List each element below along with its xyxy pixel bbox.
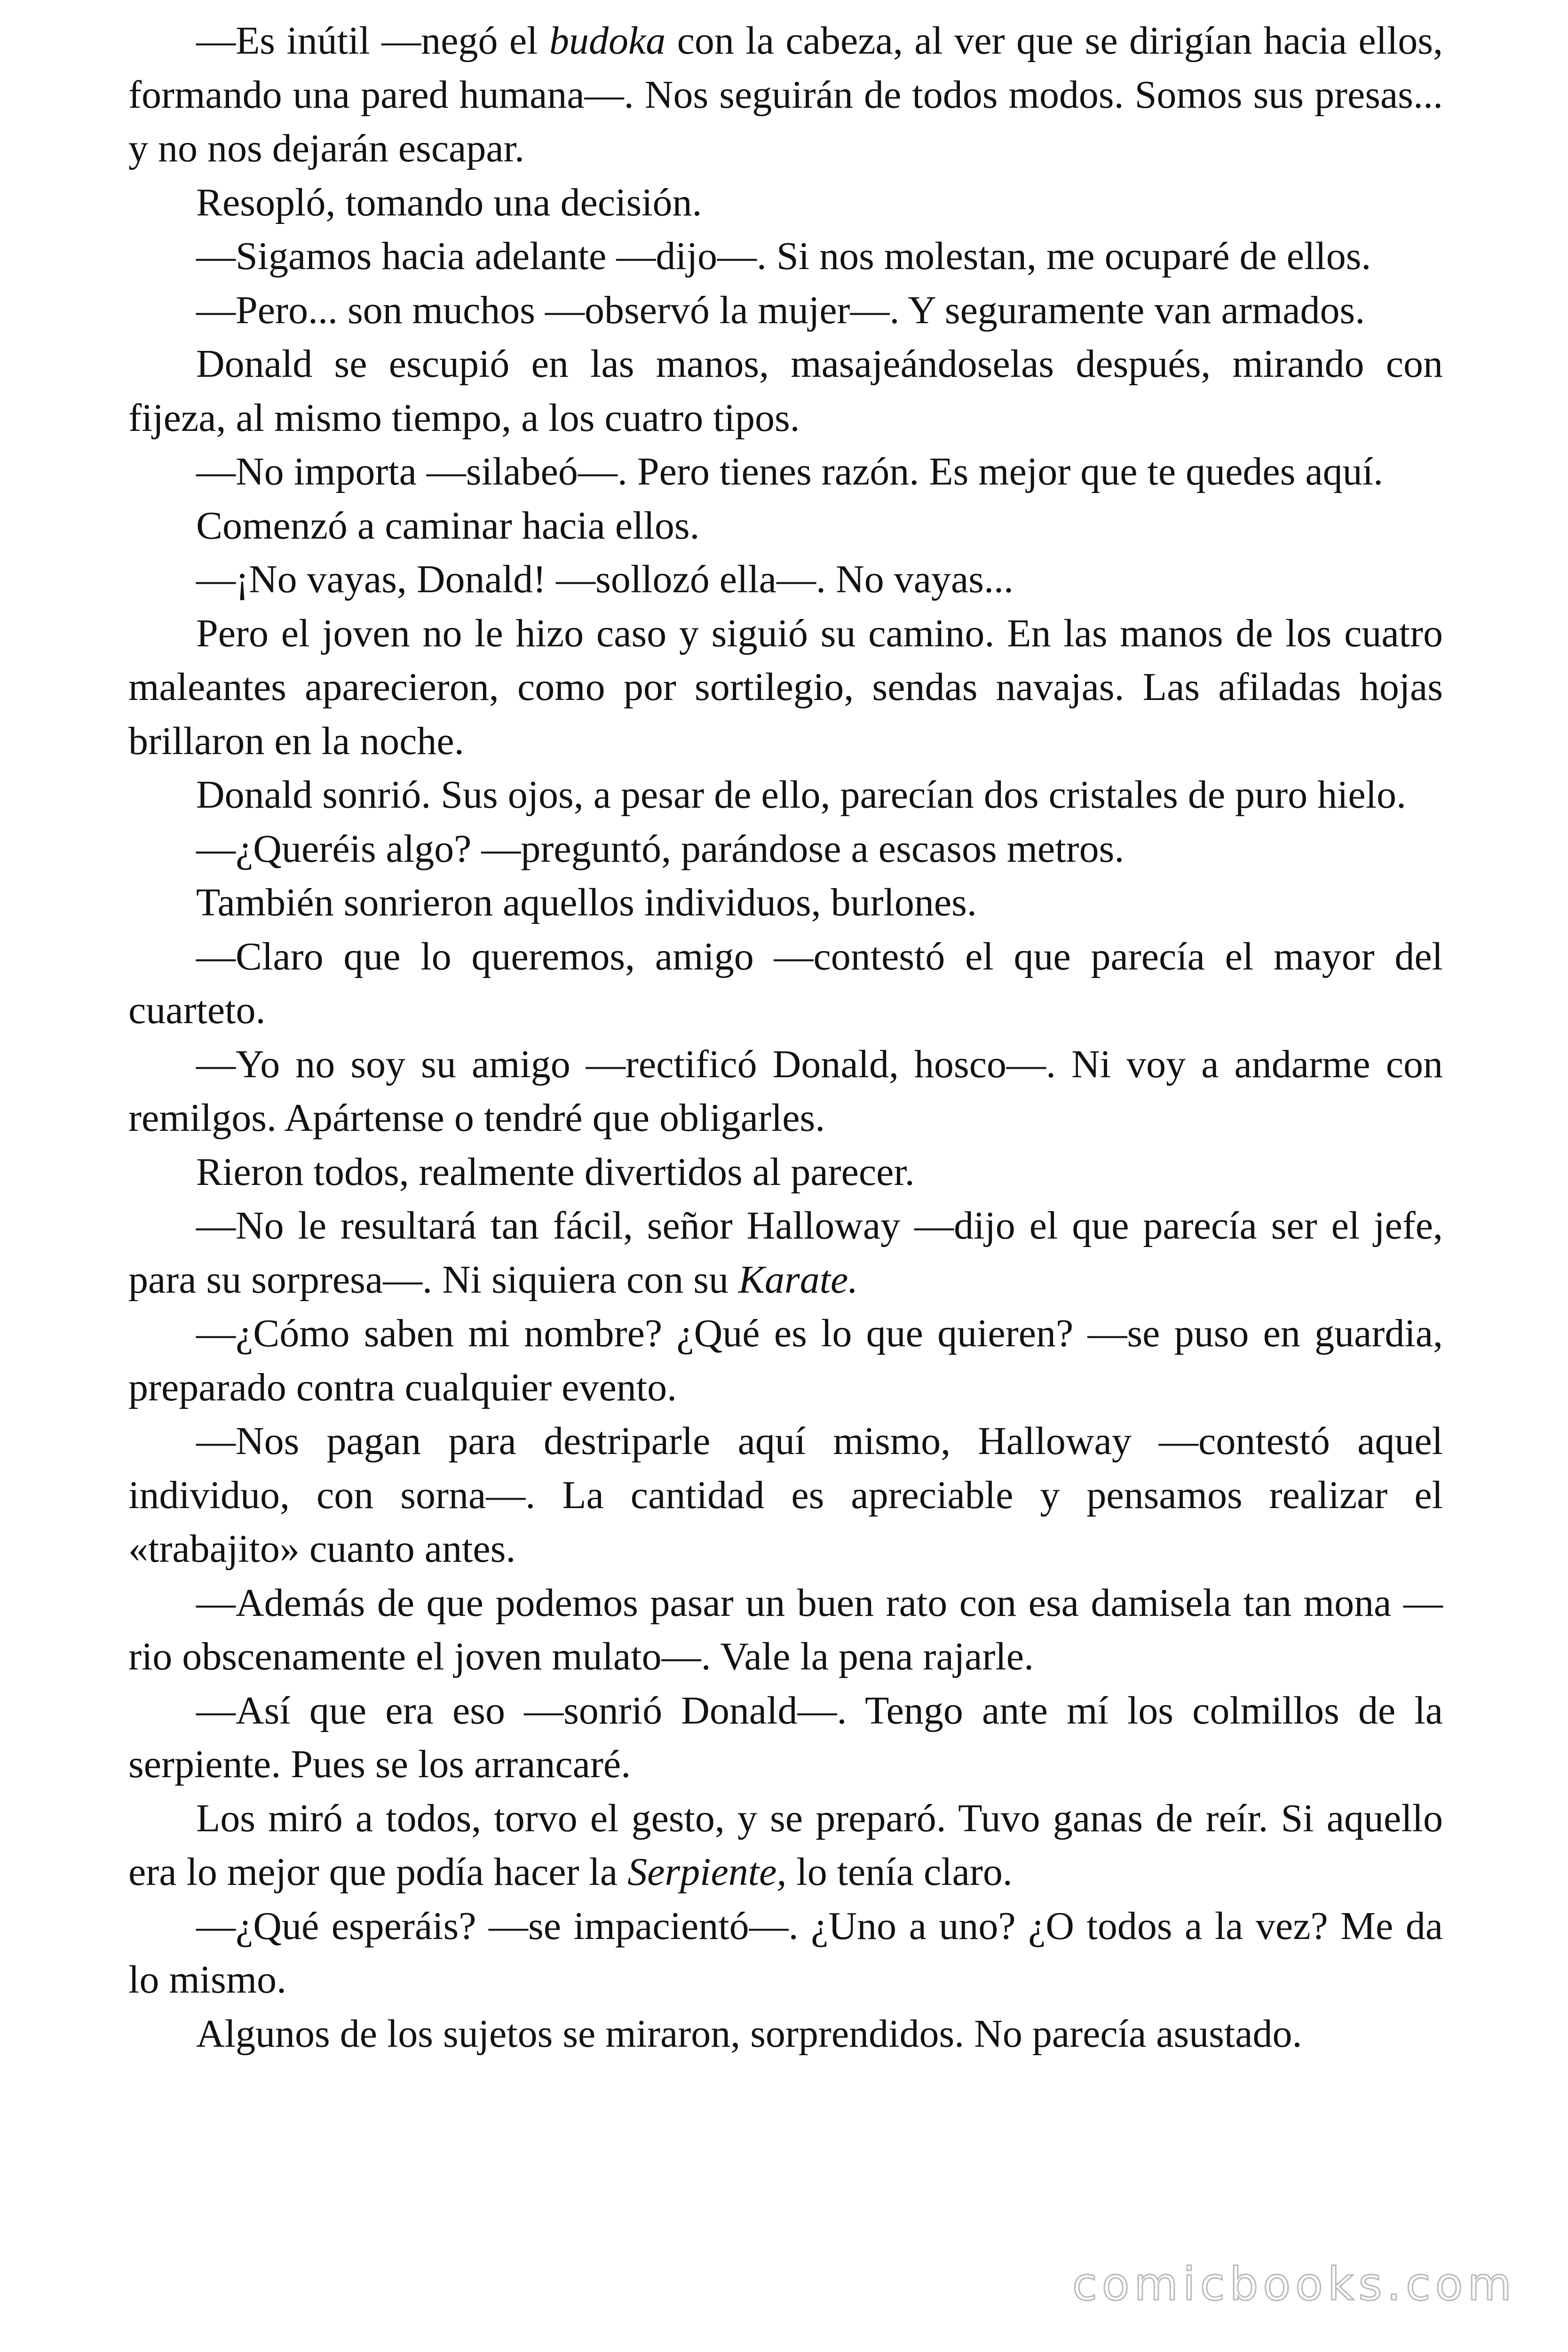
paragraph: [128, 1899, 1443, 2007]
text-run: —Es inútil —negó el: [196, 19, 549, 63]
page-body: [128, 14, 1443, 2061]
paragraph: [128, 445, 1443, 499]
paragraph: [128, 930, 1443, 1038]
text-run: —Yo no soy su amigo —rectificó Donald, hosco—. Ni voy a andarme con remilgos. Apártense o tendré que obligarles.: [128, 1042, 1443, 1140]
text-run: —Nos pagan para destriparle aquí mismo, Halloway —contestó aquel individuo, con sorna—. La cantidad es apreciable y pensamos realizar el «trabajito» cuanto antes.: [128, 1419, 1443, 1571]
text-run: También sonrieron aquellos individuos, burlones.: [196, 881, 977, 924]
text-run: —¿Queréis algo? —preguntó, parándose a escasos metros.: [196, 826, 1125, 871]
text-run: con la cabeza, al ver que se dirigían hacia ellos, formando una pared humana—. Nos seguirán de todos modos. Somos sus presas... y no nos dejarán escapar.: [128, 19, 1443, 170]
paragraph: [128, 1684, 1443, 1792]
paragraph: [128, 1145, 1443, 1200]
paragraph: [128, 284, 1443, 338]
paragraph: [128, 176, 1443, 230]
text-run: —No importa —silabeó—. Pero tienes razón. Es mejor que te quedes aquí.: [196, 450, 1384, 493]
text-run: Donald sonrió. Sus ojos, a pesar de ello, parecían dos cristales de puro hielo.: [196, 773, 1407, 817]
text-run: —Así que era eso —sonrió Donald—. Tengo ante mí los colmillos de la serpiente. Pues se los arrancaré.: [128, 1688, 1443, 1786]
text-run: Rieron todos, realmente divertidos al parecer.: [196, 1150, 915, 1194]
paragraph: [128, 607, 1443, 769]
text-run: Pero el joven no le hizo caso y siguió su camino. En las manos de los cuatro maleantes aparecieron, como por sortilegio, sendas navajas. Las afiladas hojas brillaron en la noche.: [128, 611, 1443, 763]
paragraph: [128, 337, 1443, 445]
paragraph: [128, 1414, 1443, 1576]
paragraph: [128, 876, 1443, 930]
text-run: —¿Qué esperáis? —se impacientó—. ¿Uno a uno? ¿O todos a la vez? Me da lo mismo.: [128, 1904, 1443, 2002]
text-run: Los miró a todos, torvo el gesto, y se preparó. Tuvo ganas de reír. Si aquello era lo mejor que podía hacer la: [128, 1796, 1443, 1894]
text-run: Donald se escupió en las manos, masajeándoselas después, mirando con fijeza, al mismo tiempo, a los cuatro tipos.: [128, 342, 1443, 440]
paragraph: [128, 1792, 1443, 1899]
paragraph: [128, 2007, 1443, 2061]
text-run: —Pero... son muchos —observó la mujer—. Y seguramente van armados.: [196, 288, 1365, 332]
text-run: —No le resultará tan fácil, señor Halloway —dijo el que parecía ser el jefe, para su sorpresa—. Ni siquiera con su: [128, 1204, 1443, 1302]
paragraph: [128, 1576, 1443, 1684]
paragraph: [128, 1038, 1443, 1145]
text-run: —¡No vayas, Donald! —sollozó ella—. No vayas...: [196, 557, 1014, 601]
paragraph: [128, 1307, 1443, 1414]
italic-text: Serpiente,: [627, 1850, 787, 1894]
text-run: lo tenía claro.: [786, 1850, 1013, 1894]
text-run: —¿Cómo saben mi nombre? ¿Qué es lo que quieren? —se puso en guardia, preparado contra cualquier evento.: [128, 1311, 1443, 1409]
italic-text: Karate.: [738, 1257, 858, 1302]
text-run: —Sigamos hacia adelante —dijo—. Si nos molestan, me ocuparé de ellos.: [196, 234, 1371, 278]
paragraph: [128, 14, 1443, 176]
text-run: —Claro que lo queremos, amigo —contestó el que parecía el mayor del cuarteto.: [128, 934, 1443, 1032]
paragraph: [128, 499, 1443, 553]
watermark-logo: comicbooks.com: [1072, 2258, 1516, 2311]
paragraph: [128, 230, 1443, 284]
italic-text: budoka: [549, 19, 666, 63]
text-run: Algunos de los sujetos se miraron, sorprendidos. No parecía asustado.: [196, 2011, 1302, 2056]
paragraph: [128, 553, 1443, 607]
paragraph: [128, 768, 1443, 822]
text-run: —Además de que podemos pasar un buen rato con esa damisela tan mona —rio obscenamente el joven mulato—. Vale la pena rajarle.: [128, 1581, 1443, 1678]
paragraph: [128, 822, 1443, 876]
paragraph: [128, 1199, 1443, 1307]
text-run: Comenzó a caminar hacia ellos.: [196, 503, 700, 548]
text-run: Resopló, tomando una decisión.: [196, 180, 702, 224]
